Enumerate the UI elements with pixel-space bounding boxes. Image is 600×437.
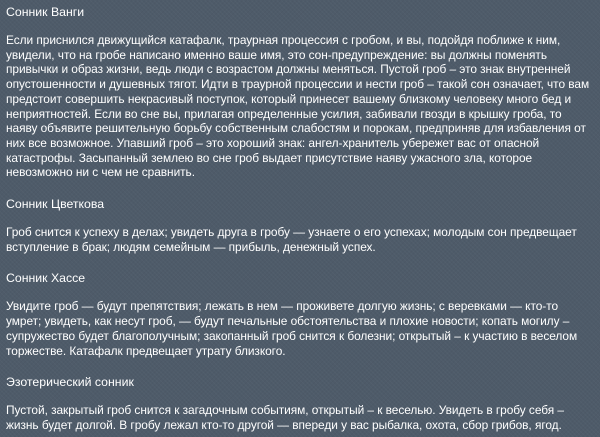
section-title: Эзотерический сонник [6, 375, 134, 390]
section-tsvetkov [6, 197, 594, 254]
section-title: Сонник Ванги [6, 5, 85, 19]
section-vanga [6, 5, 594, 180]
section-title: Сонник Цветкова [6, 197, 105, 212]
section-title: Сонник Хассе [6, 271, 86, 286]
section-text: Увидите гроб — будут препятствия; лежать в нем — проживете долгую жизнь; с веревками — кто-то умрет; увидеть, как несут гроб, — будут печальные обстоятельства и плохие новости; копать могилу – супружество будет благополучным; закопанный гроб снится к болезни; открытый – к участию в веселом торжестве. Катафалк предвещает утрату близкого. [6, 299, 578, 358]
section-text: Пустой, закрытый гроб снится к загадочным событиям, открытый – к веселью. Увидеть в гробу себя – жизнь будет долгой. В гробу лежал кто-то другой — впереди у вас рыбалка, охота, сбор грибов, ягод. [6, 403, 564, 432]
section-text: Гроб снится к успеху в делах; увидеть друга в гробу — узнаете о его успехах; молодым сон предвещает вступление в брак; людям семейным — прибыль, денежный успех. [6, 225, 577, 254]
section-hasse [6, 271, 594, 358]
section-esoteric [6, 375, 594, 432]
section-text: Если приснился движущийся катафалк, траурная процессия с гробом, и вы, подойдя поближе к ним, увидели, что на гробе написано именно ваше имя, это сон-предупреждение: вы должны поменять привычки и образ жизни, ведь люди с возрастом должны меняться. Пустой гроб – это знак внутренней опустошенности и душевных тягот. Идти в траурной процессии и нести гроб – такой сон означает, что вам предстоит совершить некрасивый поступок, который принесет вашему близкому человеку много бед и неприятностей. Если во сне вы, прилагая определенные усилия, забивали гвозди в крышку гроба, то наяву объявите решительную борьбу собственным слабостям и порокам, предприняв для избавления от них все возможное. Упавший гроб – это хороший знак: ангел-хранитель убережет вас от опасной катастрофы. Засыпанный землею во сне гроб выдает присутствие наяву ужасного зла, которое невозможно ни с чем не сравнить. [6, 33, 590, 180]
